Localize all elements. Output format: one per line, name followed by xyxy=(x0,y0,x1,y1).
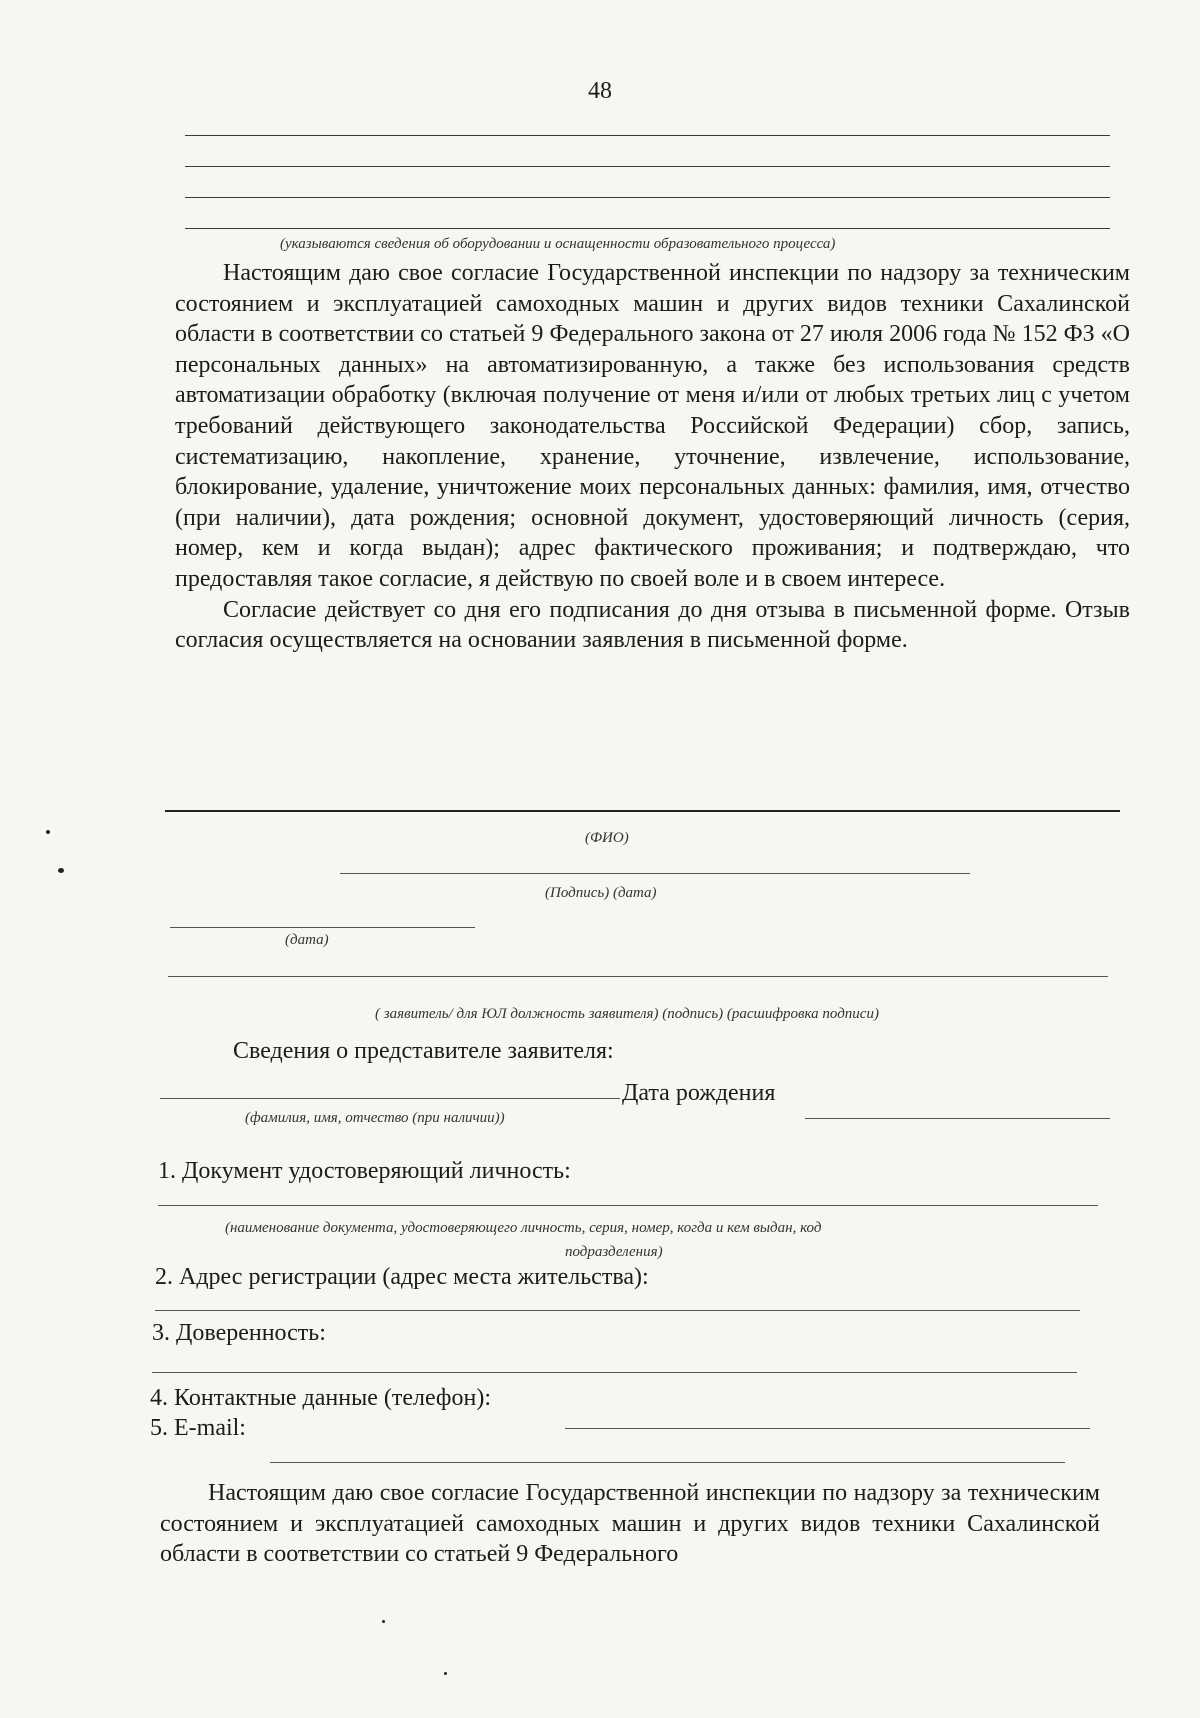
item-document: 1. Документ удостоверяющий личность: xyxy=(158,1158,571,1184)
birth-date-label: Дата рождения xyxy=(622,1080,776,1106)
document-caption-line-2: подразделения) xyxy=(565,1244,663,1260)
consent-block xyxy=(175,258,1130,656)
signature-date-line xyxy=(340,873,970,874)
email-line xyxy=(270,1462,1065,1463)
page-number: 48 xyxy=(588,78,612,104)
consent-block-2 xyxy=(160,1478,1100,1570)
scan-speck xyxy=(444,1672,447,1675)
contacts-line xyxy=(565,1428,1090,1429)
equipment-line-1 xyxy=(185,135,1110,136)
signature-date-caption: (Подпись) (дата) xyxy=(545,885,657,901)
fio-line xyxy=(165,810,1120,812)
date-line xyxy=(170,927,475,928)
consent-paragraph-2: Согласие действует со дня его подписания до дня отзыва в письменной форме. Отзыв согласия осуществляется на основании заявления в письменной форме. xyxy=(175,596,1130,654)
representative-heading: Сведения о представителе заявителя: xyxy=(233,1038,614,1064)
equipment-line-2 xyxy=(185,166,1110,167)
consent-paragraph-1: Настоящим даю свое согласие Государственной инспекции по надзору за техническим состоянием и эксплуатацией самоходных машин и других видов техники Сахалинской области в соответствии со статьей 9 Федерального закона от 27 июля 2006 года № 152 ФЗ «О персональных данных» на автоматизированную, а также без использования средств автоматизации обработку (включая получение от меня и/или от любых третьих лиц с учетом требований действующего законодательства Российской Федерации) сбор, запись, систематизацию, накопление, хранение, уточнение, извлечение, использование, блокирование, удаление, уничтожение моих персональных данных: фамилия, имя, отчество (при наличии), дата рождения; основной документ, удостоверяющий личность (серия, номер, кем и когда выдан); адрес фактического проживания; и подтверждаю, что предоставляя такое согласие, я действую по своей воле и в своем интересе. xyxy=(175,260,1130,592)
item-power-of-attorney: 3. Доверенность: xyxy=(152,1320,326,1346)
scan-speck xyxy=(46,830,50,834)
applicant-line xyxy=(168,976,1108,977)
address-line xyxy=(155,1310,1080,1311)
full-name-caption: (фамилия, имя, отчество (при наличии)) xyxy=(245,1110,505,1126)
fio-caption: (ФИО) xyxy=(585,830,629,846)
item-email: 5. E-mail: xyxy=(150,1415,246,1441)
birth-date-line xyxy=(805,1118,1110,1119)
document-line xyxy=(158,1205,1098,1206)
full-name-line xyxy=(160,1098,620,1099)
item-address: 2. Адрес регистрации (адрес места жительства): xyxy=(155,1264,649,1290)
power-of-attorney-line xyxy=(152,1372,1077,1373)
date-caption: (дата) xyxy=(285,932,329,948)
scan-speck xyxy=(58,868,64,873)
consent-paragraph-3: Настоящим даю свое согласие Государственной инспекции по надзору за техническим состоянием и эксплуатацией самоходных машин и других видов техники Сахалинской области в соответствии со статьей 9 Федерального xyxy=(160,1480,1100,1568)
applicant-caption: ( заявитель/ для ЮЛ должность заявителя) (подпись) (расшифровка подписи) xyxy=(375,1006,879,1022)
scan-speck xyxy=(382,1620,385,1623)
equipment-line-3 xyxy=(185,197,1110,198)
equipment-line-4 xyxy=(185,228,1110,229)
item-contacts: 4. Контактные данные (телефон): xyxy=(150,1385,491,1411)
document-caption-line-1: (наименование документа, удостоверяющего личность, серия, номер, когда и кем выдан, код xyxy=(225,1220,822,1236)
equipment-caption: (указываются сведения об оборудовании и оснащенности образовательного процесса) xyxy=(280,236,836,252)
